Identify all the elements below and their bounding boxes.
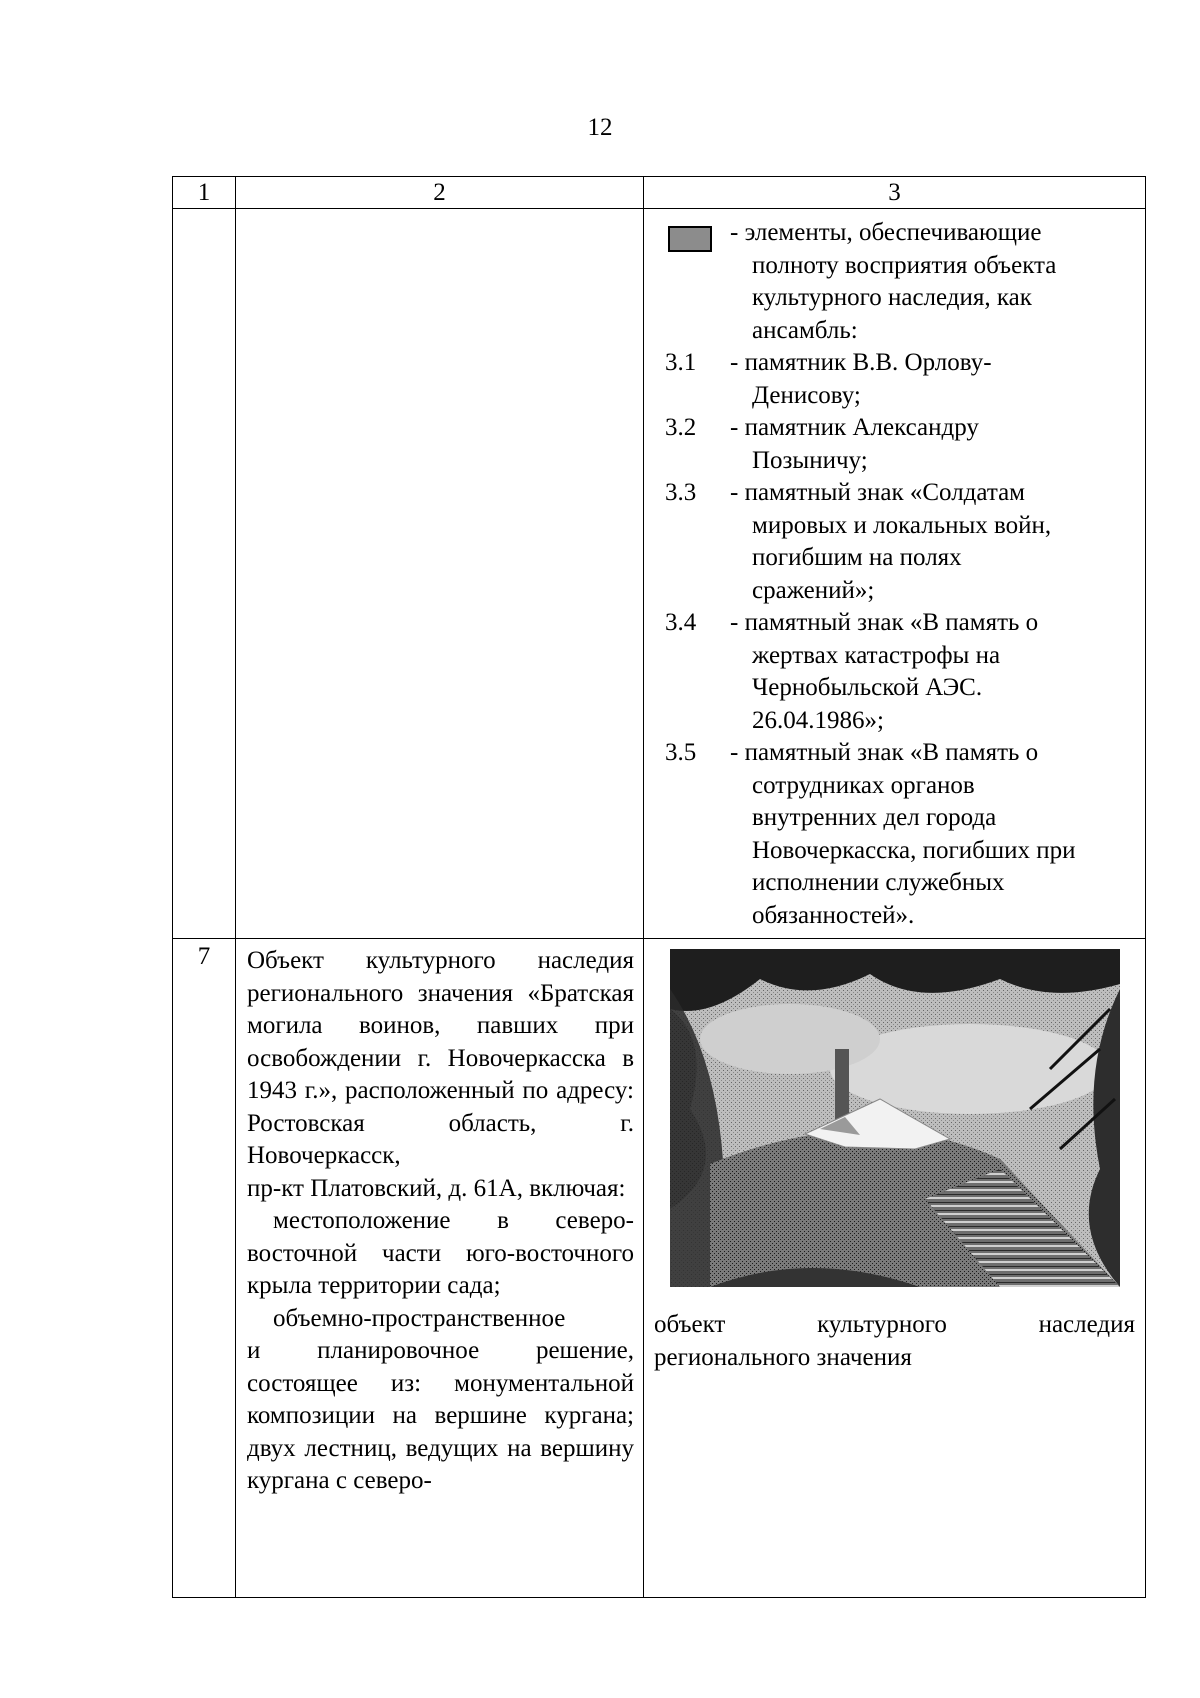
legend-text: - памятник В.В. Орлову- (730, 349, 992, 376)
item-number: 3.5 (665, 739, 697, 766)
legend-text: культурного наследия, как (752, 284, 1032, 311)
legend-text: Новочеркасска, погибших при (752, 836, 1076, 864)
legend-item-3-3 (665, 477, 1135, 607)
legend-text: жертвах катастрофы на (752, 641, 1001, 669)
item-number: 3.2 (665, 414, 697, 441)
table-header-row (173, 177, 1146, 209)
legend-text: мировых и локальных войн, (752, 511, 1052, 539)
legend-text: 26.04.1986»; (752, 706, 884, 734)
item-number: 3.4 (665, 609, 697, 636)
description-paragraph: пр-кт Платовский, д. 61А, включая: (247, 1174, 626, 1202)
monument-photo (670, 949, 1120, 1287)
legend-item-ensemble (665, 217, 1135, 347)
table-row-object-7 (173, 939, 1146, 1598)
legend-text: внутренних дел города (752, 804, 997, 831)
column-header-2: 2 (236, 177, 644, 209)
grey-swatch-icon (668, 226, 712, 252)
legend-text: - элементы, обеспечивающие (730, 219, 1042, 246)
legend-text: - памятник Александру (730, 414, 979, 441)
legend-text: погибшим на полях (752, 544, 962, 571)
item-number: 3.3 (665, 479, 697, 506)
row-number: 7 (173, 939, 236, 1598)
legend-text: исполнении служебных (752, 869, 1005, 896)
object-photo-cell (644, 939, 1146, 1598)
legend-text: обязанностей». (752, 901, 915, 929)
legend-text: полноту восприятия объекта (752, 251, 1057, 279)
legend-item-3-1 (665, 347, 1135, 412)
legend-text: ансамбль: (752, 316, 858, 344)
empty-description-cell (236, 209, 644, 939)
empty-number-cell (173, 209, 236, 939)
legend-text: - памятный знак «Солдатам (730, 479, 1025, 506)
description-paragraph: объемно-пространственное (273, 1304, 566, 1332)
description-paragraph: Объект культурного наследия регионального значения «Братская могила воинов, павших при освобождении г. Новочеркасска в 1943 г.», расположенный по адресу: Ростовская область, г. Новочеркасск, (247, 947, 634, 1169)
legend-text: сотрудниках органов (752, 771, 975, 799)
legend-text: сражений»; (752, 576, 875, 604)
legend-cell (644, 209, 1146, 939)
legend-text: Денисову; (752, 381, 861, 409)
caption-line: регионального значения (654, 1343, 912, 1371)
description-paragraph: и планировочное решение, состоящее из: монументальной композиции на вершине кургана; двух лестниц, ведущих на вершину кургана с северо- (247, 1337, 634, 1494)
column-header-1: 1 (173, 177, 236, 209)
legend-item-3-4 (665, 607, 1135, 737)
legend-text: Чернобыльской АЭС. (752, 674, 983, 701)
table-row-legend (173, 209, 1146, 939)
caption-line: объект культурного наследия (654, 1311, 1135, 1338)
legend-text: - памятный знак «В память о (730, 739, 1039, 766)
legend-item-3-2 (665, 412, 1135, 477)
legend-item-3-5 (665, 737, 1135, 932)
page-number: 12 (587, 114, 613, 141)
photo-caption (644, 1287, 1145, 1374)
column-header-3: 3 (644, 177, 1146, 209)
heritage-table (172, 176, 1146, 1598)
item-number: 3.1 (665, 349, 697, 376)
object-description-cell (236, 939, 644, 1598)
description-paragraph: местоположение в северо-восточной части юго-восточного крыла территории сада; (247, 1207, 634, 1299)
legend-text: Позыничу; (752, 446, 868, 474)
legend-list (644, 209, 1145, 932)
legend-text: - памятный знак «В память о (730, 609, 1039, 636)
